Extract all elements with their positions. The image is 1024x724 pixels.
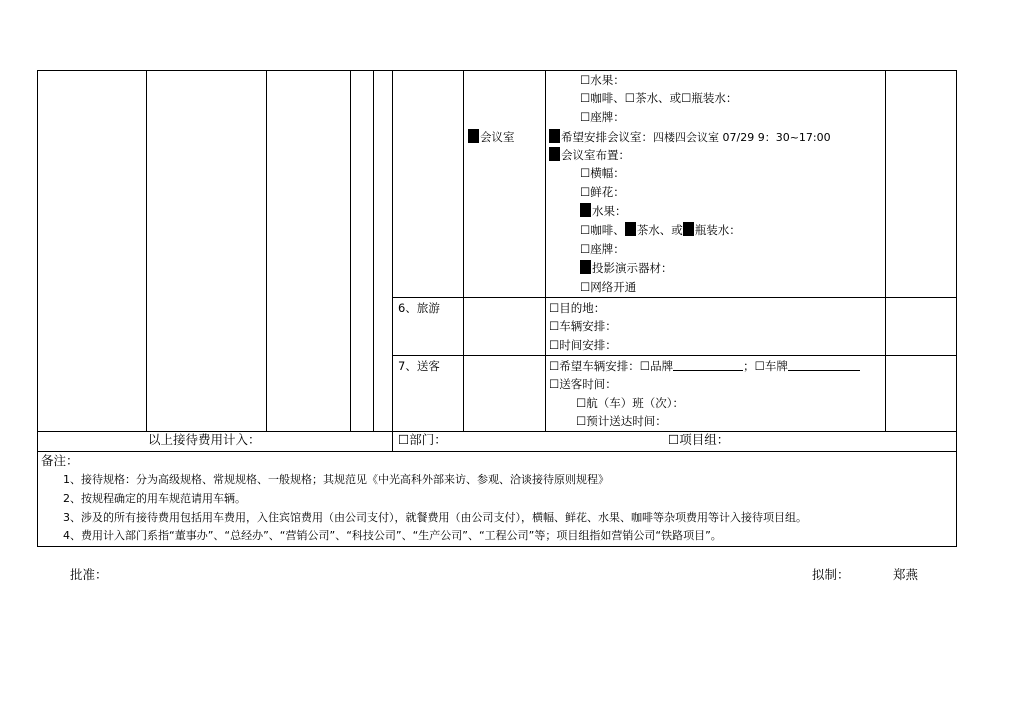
drinks-option[interactable]: ☐咖啡、☐茶水、或☐瓶装水： bbox=[580, 91, 738, 105]
note-item: 4、费用计入部门系指“董事办”、“总经办”、“营销公司”、“科技公司”、“生产公司”、“工程公司”等；项目组指如营销公司“铁路项目”。 bbox=[63, 529, 722, 542]
meeting-room-label: 会议室 bbox=[468, 128, 515, 146]
draft-label: 拟制： bbox=[812, 567, 850, 582]
layout-nameplate-option[interactable]: ☐座牌： bbox=[580, 242, 625, 256]
sendoff-label: 7、送客 bbox=[398, 359, 440, 373]
schedule-option[interactable]: ☐时间安排： bbox=[549, 338, 617, 352]
note-item: 2、按规程确定的用车规范请用车辆。 bbox=[63, 492, 246, 505]
checked-box-icon bbox=[683, 222, 694, 236]
layout-drinks-option[interactable]: ☐咖啡、 茶水、或 瓶装水： bbox=[580, 223, 741, 237]
fruit-option[interactable]: ☐水果： bbox=[580, 73, 625, 87]
project-group-option[interactable]: ☐项目组： bbox=[668, 432, 730, 447]
checked-box-icon bbox=[549, 147, 560, 161]
checked-box-icon bbox=[580, 203, 591, 217]
plate-blank[interactable] bbox=[788, 358, 860, 371]
room-layout-label: 会议室布置： bbox=[549, 146, 630, 164]
room-request-value: 四楼四会议室 07/29 9：30~17:00 bbox=[653, 131, 831, 144]
note-item: 1、接待规格：分为高级规格、常规规格、一般规格；其规范见《中光高科外部来访、参观、洽谈接待原则规程》 bbox=[63, 473, 609, 486]
nameplate-option[interactable]: ☐座牌： bbox=[580, 110, 625, 124]
flowers-option[interactable]: ☐鲜花： bbox=[580, 185, 625, 199]
notes-title: 备注： bbox=[41, 453, 79, 468]
travel-label: 6、旅游 bbox=[398, 301, 440, 315]
projector-option[interactable]: 投影演示器材： bbox=[580, 259, 673, 277]
drafter-name: 郑燕 bbox=[893, 567, 919, 582]
cost-row-label: 以上接待费用计入： bbox=[148, 432, 261, 447]
car-arrangement[interactable]: ☐希望车辆安排：☐品牌 ；☐车牌 bbox=[549, 357, 860, 375]
checked-box-icon bbox=[549, 129, 560, 143]
room-request: 希望安排会议室：四楼四会议室 07/29 9：30~17:00 bbox=[549, 128, 831, 147]
banner-option[interactable]: ☐横幅： bbox=[580, 166, 625, 180]
note-item: 3、涉及的所有接待费用包括用车费用，入住宾馆费用（由公司支付），就餐费用（由公司支付），横幅、鲜花、水果、咖啡等杂项费用等计入接待项目组。 bbox=[63, 511, 807, 524]
layout-fruit-option[interactable]: 水果： bbox=[580, 202, 627, 220]
destination-option[interactable]: ☐目的地： bbox=[549, 301, 606, 315]
flight-option[interactable]: ☐航（车）班（次）： bbox=[576, 396, 685, 410]
vehicle-option[interactable]: ☐车辆安排： bbox=[549, 319, 617, 333]
checked-box-icon bbox=[468, 129, 479, 143]
checked-box-icon bbox=[580, 260, 591, 274]
checked-box-icon bbox=[625, 222, 636, 236]
arrival-option[interactable]: ☐预计送达时间： bbox=[576, 414, 667, 428]
sendoff-time-option[interactable]: ☐送客时间： bbox=[549, 377, 617, 391]
department-option[interactable]: ☐部门： bbox=[398, 432, 447, 447]
approve-label: 批准： bbox=[70, 567, 108, 582]
brand-blank[interactable] bbox=[673, 358, 743, 371]
network-option[interactable]: ☐网络开通 bbox=[580, 280, 637, 294]
